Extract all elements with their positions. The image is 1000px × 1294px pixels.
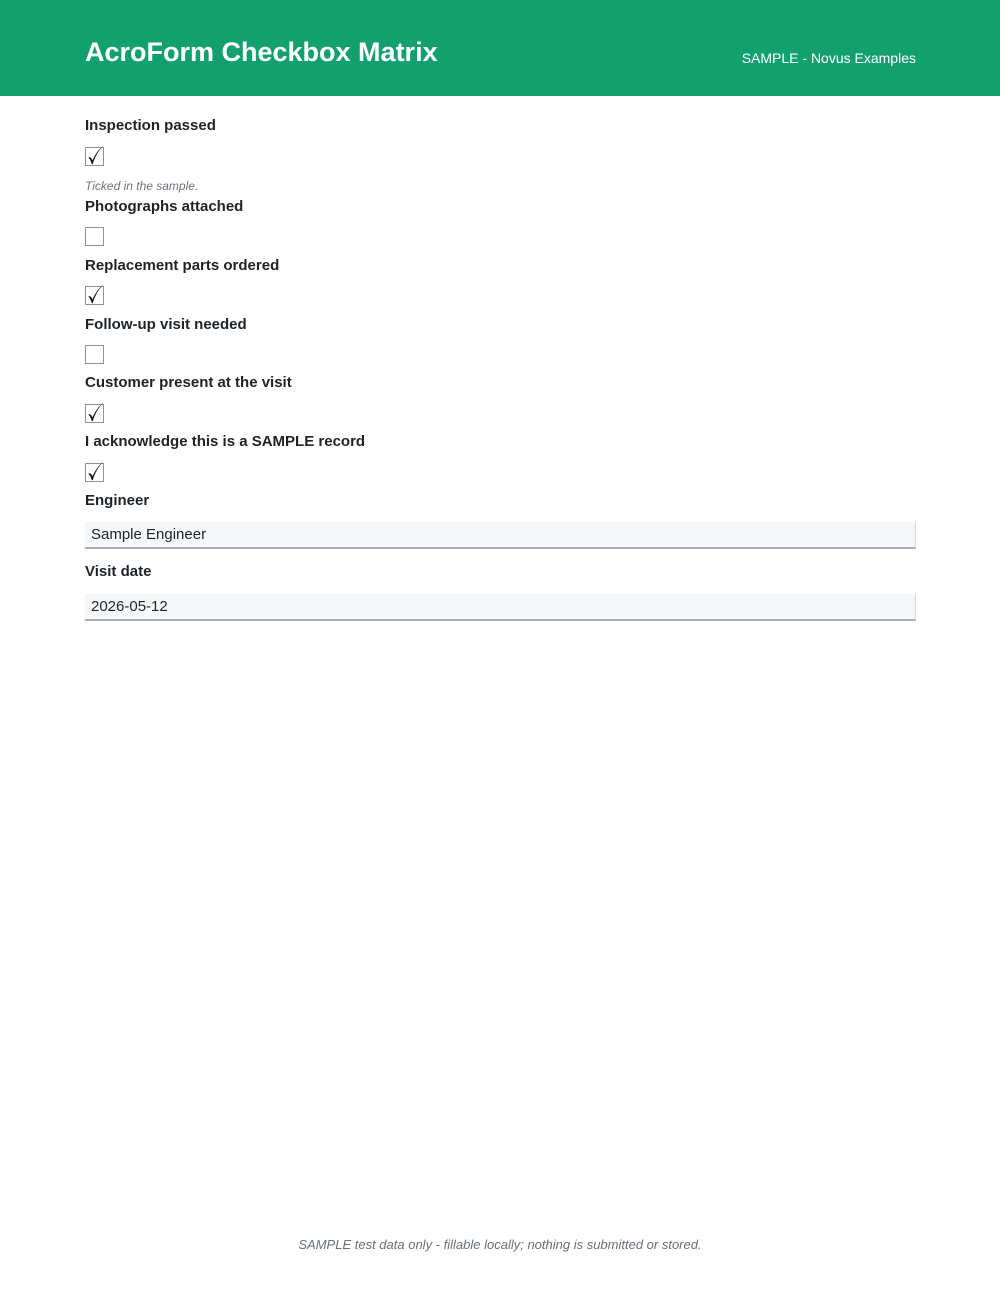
customer-present-checkbox[interactable] xyxy=(85,404,104,423)
photographs-attached-checkbox[interactable] xyxy=(85,227,104,246)
engineer-label: Engineer xyxy=(85,492,150,509)
check-mark-icon xyxy=(85,283,106,307)
check-mark-icon xyxy=(85,401,106,425)
photographs-attached-label: Photographs attached xyxy=(85,198,244,215)
page-header xyxy=(0,0,1000,96)
follow-up-visit-needed-checkbox[interactable] xyxy=(85,345,104,364)
inspection-passed-checkbox[interactable] xyxy=(85,147,104,166)
footer-disclaimer: SAMPLE test data only - fillable locally; nothing is submitted or stored. xyxy=(298,1237,702,1252)
check-mark-icon xyxy=(85,460,106,484)
inspection-passed-hint: Ticked in the sample. xyxy=(85,179,199,193)
check-mark-icon xyxy=(85,144,106,168)
visit-date-input[interactable] xyxy=(85,594,916,621)
page-title: AcroForm Checkbox Matrix xyxy=(85,37,438,67)
customer-present-label: Customer present at the visit xyxy=(85,374,292,391)
visit-date-label: Visit date xyxy=(85,563,152,580)
follow-up-visit-needed-label: Follow-up visit needed xyxy=(85,316,247,333)
page-subtitle: SAMPLE - Novus Examples xyxy=(741,50,916,66)
acknowledge-sample-label: I acknowledge this is a SAMPLE record xyxy=(85,433,366,450)
replacement-parts-ordered-checkbox[interactable] xyxy=(85,286,104,305)
replacement-parts-ordered-label: Replacement parts ordered xyxy=(85,257,280,274)
engineer-input[interactable] xyxy=(85,522,916,549)
acknowledge-sample-checkbox[interactable] xyxy=(85,463,104,482)
inspection-passed-label: Inspection passed xyxy=(85,117,216,134)
